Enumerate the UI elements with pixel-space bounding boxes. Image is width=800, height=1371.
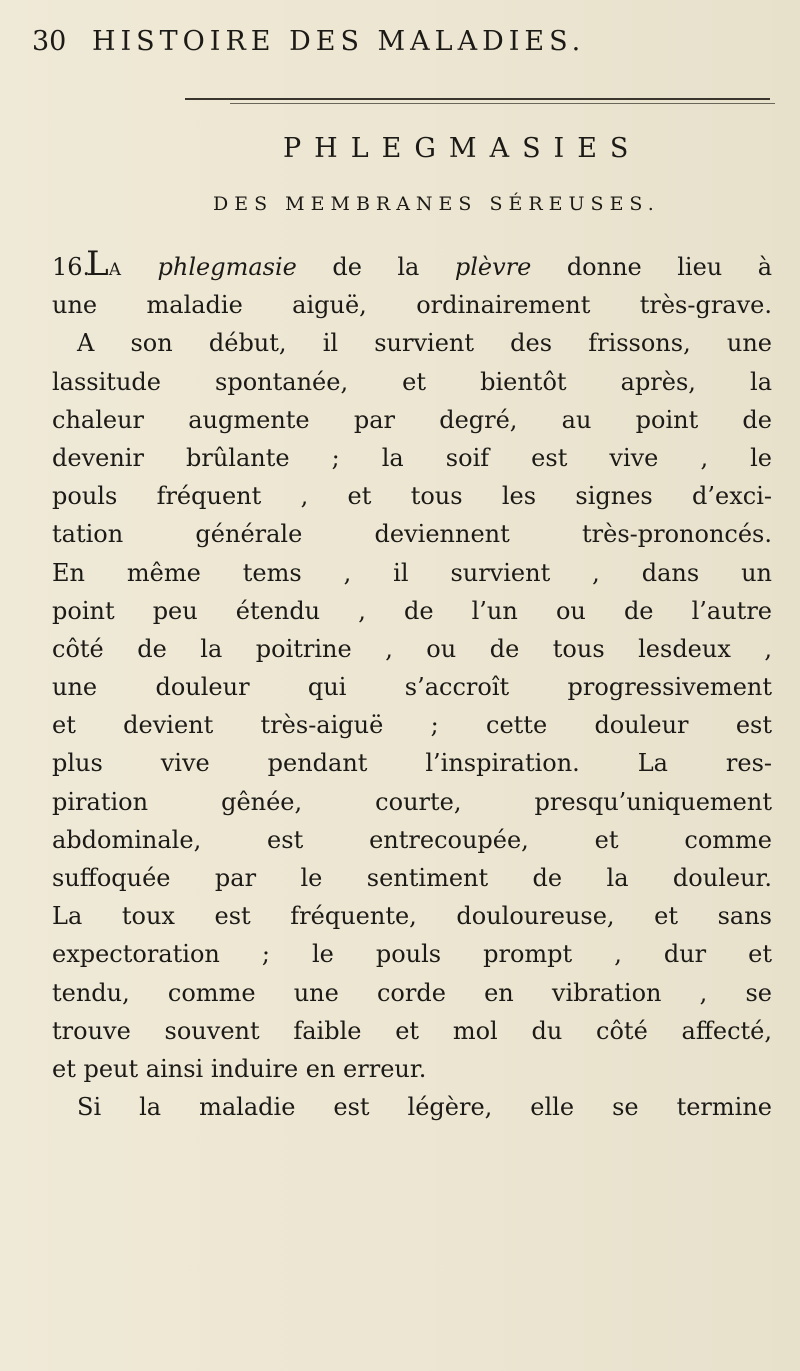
text-line: tation générale deviennent très-prononcés. xyxy=(52,520,772,549)
text-line: devenir brûlante ; la soif est vive , le xyxy=(52,443,772,472)
text-line: La toux est fréquente, douloureuse, et sans xyxy=(52,902,772,931)
paragraph-number: 16. xyxy=(52,253,91,281)
text-line: côté de la poitrine , ou de tous lesdeux , xyxy=(52,634,772,663)
term-plevre: plèvre xyxy=(454,253,532,281)
text-line: abdominale, est entrecoupée, et comme xyxy=(52,825,772,854)
text-line: point peu étendu , de l’un ou de l’autre xyxy=(52,596,772,625)
text-line: Si la maladie est légère, elle se termine xyxy=(77,1093,772,1122)
text-line: piration gênée, courte, presqu’uniquement xyxy=(52,787,772,816)
section-subtitle: DES MEMBRANES SÉREUSES. xyxy=(213,193,660,215)
drop-cap: L xyxy=(86,244,109,284)
text-line: une maladie aiguë, ordinairement très-grave. xyxy=(52,291,772,320)
text-line: et peut ainsi induire en erreur. xyxy=(52,1054,427,1083)
text-fragment: de la xyxy=(332,253,420,281)
text-line: expectoration ; le pouls prompt , dur et xyxy=(52,940,772,969)
running-title: HISTOIRE DES MALADIES. xyxy=(91,26,586,57)
text-line: pouls fréquent , et tous les signes d’exci- xyxy=(52,482,772,511)
text-line: plus vive pendant l’inspiration. La res- xyxy=(52,749,772,778)
text-line: chaleur augmente par degré, au point de xyxy=(52,405,772,434)
text-line: une douleur qui s’accroît progressivement xyxy=(52,673,772,702)
body-text xyxy=(52,244,773,1126)
text-line: tendu, comme une corde en vibration , se xyxy=(52,978,772,1007)
header-rule xyxy=(185,98,770,100)
section-title: PHLEGMASIES xyxy=(283,133,642,164)
text-fragment: donne lieu à xyxy=(566,253,773,281)
header-rule-thin xyxy=(230,103,775,104)
term-phlegmasie: phlegmasie xyxy=(157,253,297,281)
text-line: lassitude spontanée, et bientôt après, la xyxy=(52,367,772,396)
text-line: En même tems , il survient , dans un xyxy=(52,558,772,587)
text-line: trouve souvent faible et mol du côté affecté, xyxy=(52,1016,772,1045)
text-line-first xyxy=(52,244,773,286)
text-line: et devient très-aiguë ; cette douleur est xyxy=(52,711,772,740)
running-header xyxy=(32,26,585,57)
text-line: suffoquée par le sentiment de la douleur. xyxy=(52,864,772,892)
first-word-rest: A xyxy=(108,260,123,280)
text-line: A son début, il survient des frissons, une xyxy=(77,329,772,358)
page-number: 30 xyxy=(32,26,67,57)
